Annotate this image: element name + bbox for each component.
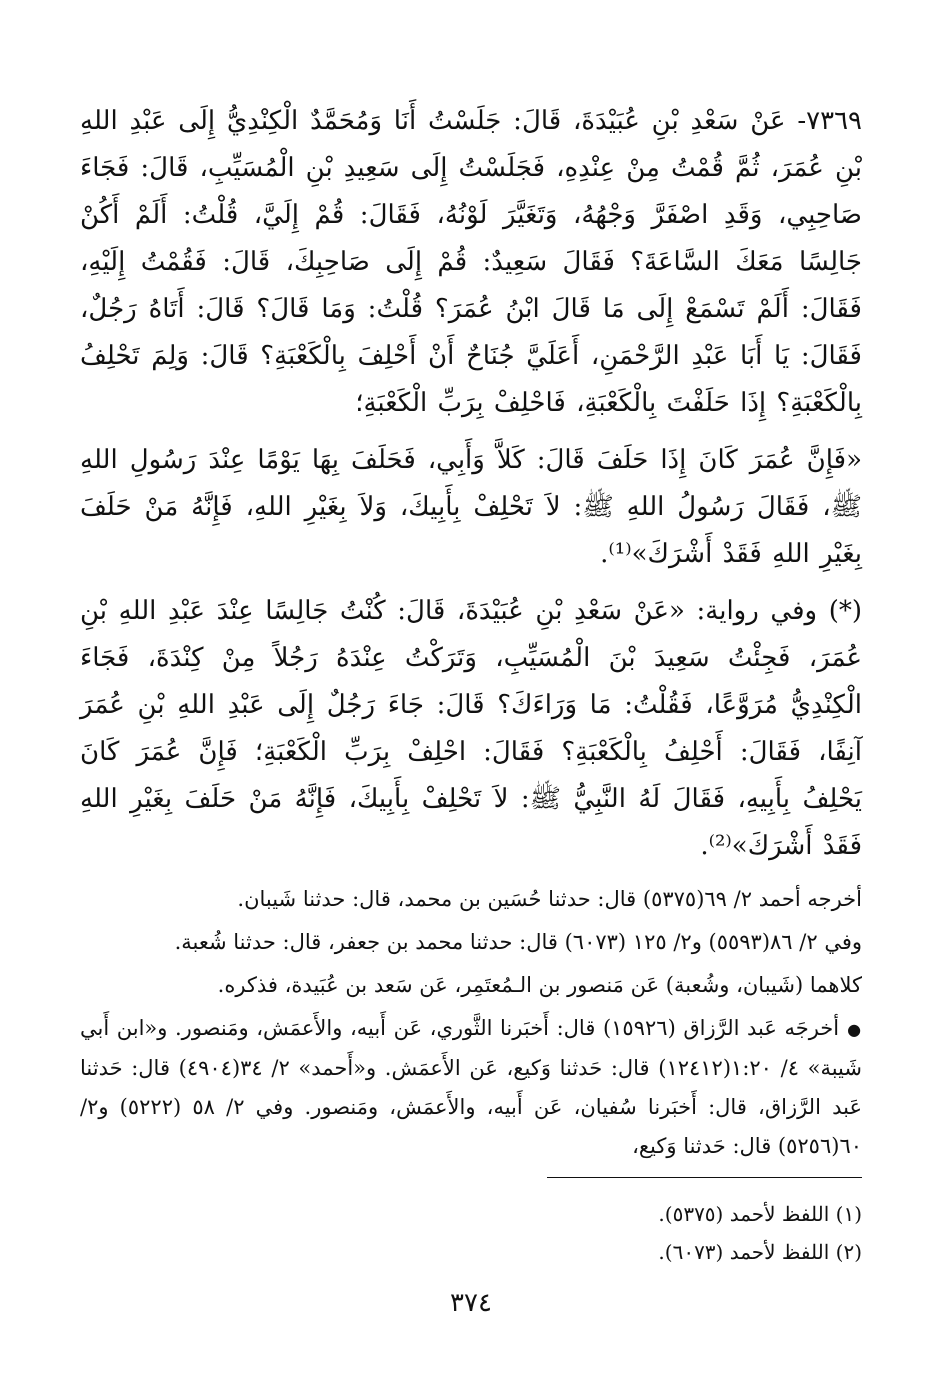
- takhrij-line-3: كلاهما (شَيبان، وشُعبة) عَن مَنصور بن الـمُعتَمِر، عَن سَعد بن عُبَيدة، فذكره.: [217, 973, 862, 997]
- footnote-1: (١) اللفظ لأحمد (٥٣٧٥).: [658, 1202, 862, 1226]
- takhrij-line-1: أخرجه أحمد ٢/ ٦٩(٥٣٧٥) قال: حدثنا حُسَين بن محمد، قال: حدثنا شَيبان.: [237, 887, 862, 911]
- hadith-main-text: ٧٣٦٩- عَنْ سَعْدِ بْنِ عُبَيْدَةَ، قَالَ: جَلَسْتُ أَنَا وَمُحَمَّدٌ الْكِنْدِيُّ إِلَى عَبْدِ اللهِ بْنِ عُمَرَ، ثُمَّ قُمْتُ مِنْ عِنْدِهِ، فَجَلَسْتُ إِلَى سَعِيدِ بْنِ الْمُسَيِّبِ، قَالَ: فَجَاءَ صَاحِبِي، وَقَدِ اصْفَرَّ وَجْهُهُ، وَتَغَيَّرَ لَوْنُهُ، فَقَالَ: قُمْ إِلَيَّ، قُلْتُ: أَلَمْ أَكُنْ جَالِسًا مَعَكَ السَّاعَةَ؟ فَقَالَ سَعِيدٌ: قُمْ إِلَى صَاحِبِكَ، قَالَ: فَقُمْتُ إِلَيْهِ، فَقَالَ: أَلَمْ تَسْمَعْ إِلَى مَا قَالَ ابْنُ عُمَرَ؟ قُلْتُ: وَمَا قَالَ؟ قَالَ: أَتَاهُ رَجُلٌ، فَقَالَ: يَا أَبَا عَبْدِ الرَّحْمَنِ، أَعَلَيَّ جُنَاحٌ أَنْ أَحْلِفَ بِالْكَعْبَةِ؟ قَالَ: وَلِمَ تَحْلِفُ بِالْكَعْبَةِ؟ إِذَا حَلَفْتَ بِالْكَعْبَةِ، فَاحْلِفْ بِرَبِّ الْكَعْبَةِ؛: [80, 106, 862, 418]
- footnote-separator: [547, 1177, 862, 1178]
- takhrij-line-2: وفي ٢/ ٨٦(٥٥٩٣) و٢/ ١٢٥ (٦٠٧٣) قال: حدثنا محمد بن جعفر، قال: حدثنا شُعبة.: [174, 930, 862, 954]
- takhrij-line-4-text: أخرجَه عَبد الرَّزاق (١٥٩٢٦) قال: أَخبَرنا الثَّوري، عَن أَبيه، والأَعمَش، ومَنصور. و«ابن أَبي شَيبة» ٤/ ١:٢٠(١٢٤١٢) قال: حَدثنا وَكيع، عَن الأَعمَش. و«أَحمد» ٢/ ٣٤(٤٩٠٤) قال: حَدثنا عَبد الرَّزاق، قال: أَخبَرنا سُفيان، عَن أَبيه، والأَعمَش، ومَنصور. وفي ٢/ ٥٨ (٥٢٢٢) و٢/ ٦٠(٥٢٥٦) قال: حَدثنا وَكيع،: [80, 1016, 862, 1158]
- bullet-icon: ●: [847, 1020, 863, 1039]
- hadith-continuation: «فَإِنَّ عُمَرَ كَانَ إِذَا حَلَفَ قَالَ: كَلاَّ وَأَبِي، فَحَلَفَ بِهَا يَوْمًا عِنْدَ رَسُولِ اللهِ ﷺ، فَقَالَ رَسُولُ اللهِ ﷺ: لاَ تَحْلِفْ بِأَبِيكَ، وَلاَ بِغَيْرِ اللهِ، فَإِنَّهُ مَنْ حَلَفَ بِغَيْرِ اللهِ فَقَدْ أَشْرَكَ»⁽¹⁾.: [80, 445, 862, 569]
- page-number: ٣٧٤: [450, 1288, 492, 1318]
- hadith-riwaya: (*) وفي رواية: «عَنْ سَعْدِ بْنِ عُبَيْدَةَ، قَالَ: كُنْتُ جَالِسًا عِنْدَ عَبْدِ اللهِ بْنِ عُمَرَ، فَجِئْتُ سَعِيدَ بْنَ الْمُسَيِّبِ، وَتَرَكْتُ عِنْدَهُ رَجُلاً مِنْ كِنْدَةَ، فَجَاءَ الْكِنْدِيُّ مُرَوَّعًا، فَقُلْتُ: مَا وَرَاءَكَ؟ قَالَ: جَاءَ رَجُلٌ إِلَى عَبْدِ اللهِ بْنِ عُمَرَ آنِفًا، فَقَالَ: أَحْلِفُ بِالْكَعْبَةِ؟ فَقَالَ: احْلِفْ بِرَبِّ الْكَعْبَةِ؛ فَإِنَّ عُمَرَ كَانَ يَحْلِفُ بِأَبِيهِ، فَقَالَ لَهُ النَّبِيُّ ﷺ: لاَ تَحْلِفْ بِأَبِيكَ، فَإِنَّهُ مَنْ حَلَفَ بِغَيْرِ اللهِ فَقَدْ أَشْرَكَ»⁽²⁾.: [80, 596, 862, 861]
- footnotes: [80, 1195, 862, 1271]
- footnote-2: (٢) اللفظ لأحمد (٦٠٧٣).: [658, 1240, 862, 1264]
- takhrij-line-4: [80, 1009, 862, 1166]
